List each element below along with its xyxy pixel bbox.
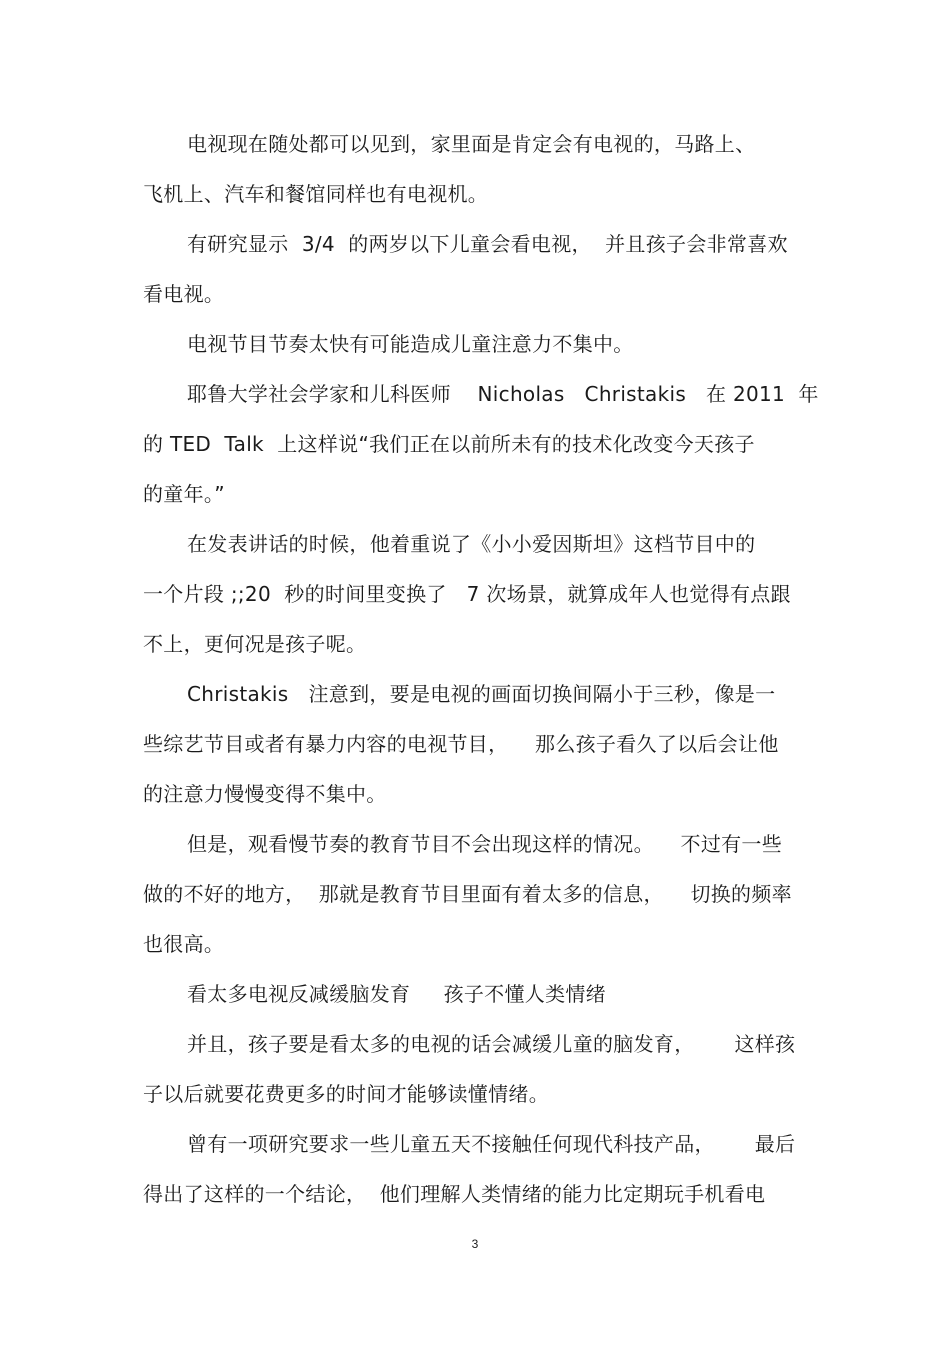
text-line: 的童年。”	[143, 482, 225, 506]
text-line: 的注意力慢慢变得不集中。	[143, 782, 387, 806]
text-line: 曾有一项研究要求一些儿童五天不接触任何现代科技产品， 最后	[187, 1132, 796, 1156]
text-line: 也很高。	[143, 932, 225, 956]
text-line: 并且，孩子要是看太多的电视的话会减缓儿童的脑发育， 这样孩	[187, 1032, 796, 1056]
text-line: 看电视。	[143, 282, 225, 306]
text-line: 子以后就要花费更多的时间才能够读懂情绪。	[143, 1082, 549, 1106]
text-line: 在发表讲话的时候，他着重说了《小小爱因斯坦》这档节目中的	[187, 532, 756, 556]
page-number: 3	[471, 1237, 479, 1251]
text-line: 一个片段 ;;20 秒的时间里变换了 7 次场景，就算成年人也觉得有点跟	[143, 582, 791, 606]
text-line: 得出了这样的一个结论， 他们理解人类情绪的能力比定期玩手机看电	[143, 1182, 766, 1206]
text-line: 电视节目节奏太快有可能造成儿童注意力不集中。	[187, 332, 634, 356]
text-line: 但是，观看慢节奏的教育节目不会出现这样的情况。 不过有一些	[187, 832, 783, 856]
text-line: 有研究显示 3/4 的两岁以下儿童会看电视， 并且孩子会非常喜欢	[187, 232, 788, 256]
text-line: 电视现在随处都可以见到，家里面是肯定会有电视的，马路上、	[187, 132, 756, 156]
text-line: 飞机上、汽车和餐馆同样也有电视机。	[143, 182, 489, 206]
text-line: 做的不好的地方， 那就是教育节目里面有着太多的信息， 切换的频率	[143, 882, 792, 906]
text-line: 些综艺节目或者有暴力内容的电视节目， 那么孩子看久了以后会让他	[143, 732, 779, 756]
section-heading: 看太多电视反减缓脑发育 孩子不懂人类情绪	[187, 982, 606, 1006]
text-line: 不上，更何况是孩子呢。	[143, 632, 367, 656]
text-line: 的 TED Talk 上这样说“我们正在以前所未有的技术化改变今天孩子	[143, 432, 755, 456]
text-line: Christakis 注意到，要是电视的画面切换间隔小于三秒，像是一	[187, 682, 776, 706]
text-line: 耶鲁大学社会学家和儿科医师 Nicholas Christakis 在 2011 年	[187, 382, 819, 406]
